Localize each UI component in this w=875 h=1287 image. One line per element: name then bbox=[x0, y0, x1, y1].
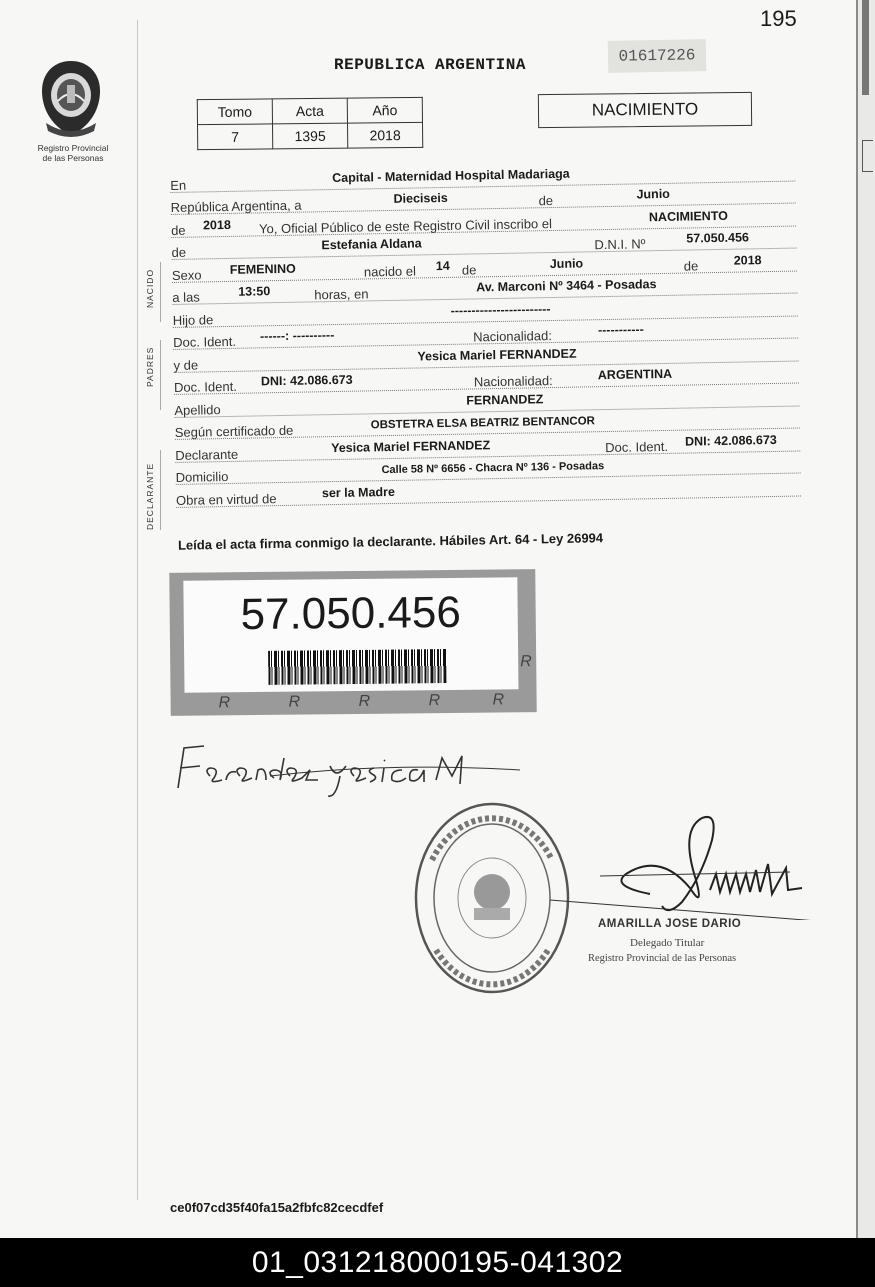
dni-stamp bbox=[169, 569, 536, 716]
edge-bracket bbox=[862, 140, 873, 172]
record-type-box: NACIMIENTO bbox=[538, 92, 752, 128]
label-hijo-de: Hijo de bbox=[172, 311, 214, 328]
official-office: Registro Provincial de las Personas bbox=[588, 953, 737, 964]
document-hash: ce0f07cd35f40fa15a2fbfc82cecdfef bbox=[170, 1200, 384, 1215]
value-child-dni: 57.050.456 bbox=[686, 230, 750, 246]
section-divider-declarante bbox=[160, 450, 161, 530]
section-label-nacido: NACIDO bbox=[145, 268, 155, 308]
label-dni: D.N.I. Nº bbox=[594, 236, 646, 253]
logo-caption bbox=[18, 143, 128, 163]
label-en: En bbox=[170, 177, 187, 193]
value-child-name: Estefania Aldana bbox=[321, 236, 422, 253]
section-divider-padres bbox=[160, 340, 161, 410]
file-id-bar: 01_031218000195-041302 bbox=[0, 1238, 875, 1287]
page-edge bbox=[856, 0, 875, 1238]
stamp-letter: R bbox=[358, 692, 371, 710]
value-place: Capital - Maternidad Hospital Madariaga bbox=[332, 166, 570, 185]
label-apellido: Apellido bbox=[174, 401, 221, 418]
stamp-letter: R bbox=[428, 692, 441, 710]
label-republica: República Argentina, a bbox=[170, 197, 302, 215]
label-nacionalidad: Nacionalidad: bbox=[472, 328, 553, 345]
record-table-header bbox=[197, 97, 422, 124]
label-horas: horas, en bbox=[314, 286, 369, 303]
label-de-year: de bbox=[170, 222, 186, 238]
value-surname: FERNANDEZ bbox=[466, 391, 544, 408]
closing-text: Leída el acta firma conmigo la declarante. Hábiles Art. 64 - Ley 26994 bbox=[177, 530, 604, 553]
header-acta: Acta bbox=[272, 98, 347, 124]
value-year: 2018 bbox=[202, 217, 231, 232]
value-sexo: FEMENINO bbox=[229, 261, 296, 277]
header-tomo: Tomo bbox=[197, 99, 272, 125]
logo-caption-line1: Registro Provincial bbox=[37, 143, 109, 153]
section-label-padres: PADRES bbox=[145, 346, 155, 387]
label-nacionalidad-mother: Nacionalidad: bbox=[473, 373, 553, 390]
label-obra: Obra en virtud de bbox=[175, 490, 277, 508]
value-time: 13:50 bbox=[238, 284, 271, 299]
barcode bbox=[268, 649, 446, 685]
label-domicilio: Domicilio bbox=[175, 468, 229, 485]
value-father-nat: ----------- bbox=[597, 322, 644, 338]
label-doc-ident-mother: Doc. Ident. bbox=[173, 378, 237, 395]
label-official: Yo, Oficial Público de este Registro Civil inscribo el bbox=[258, 215, 553, 236]
dni-stamp-number: 57.050.456 bbox=[240, 587, 462, 640]
label-de-month: de bbox=[538, 192, 554, 209]
value-birth-year: 2018 bbox=[733, 252, 762, 268]
value-declarante: Yesica Mariel FERNANDEZ bbox=[330, 437, 491, 455]
label-de-birth-month: de bbox=[461, 261, 477, 278]
dni-stamp-inner bbox=[183, 577, 518, 692]
value-certificado: OBSTETRA ELSA BEATRIZ BENTANCOR bbox=[370, 415, 596, 432]
label-doc-ident: Doc. Ident. bbox=[173, 333, 237, 350]
value-month: Junio bbox=[636, 186, 670, 202]
official-signature bbox=[540, 810, 835, 920]
record-table-values bbox=[198, 122, 423, 149]
label-de-birth-year: de bbox=[683, 257, 699, 274]
label-a-las: a las bbox=[172, 289, 200, 305]
value-domicilio: Calle 58 Nº 6656 - Chacra Nº 136 - Posadas bbox=[381, 460, 605, 477]
label-segun: Según certificado de bbox=[174, 422, 294, 440]
value-mother-nat: ARGENTINA bbox=[597, 366, 673, 383]
label-declarante: Declarante bbox=[175, 446, 239, 463]
label-nacido-el: nacido el bbox=[363, 263, 417, 279]
value-mother-doc: DNI: 42.086.673 bbox=[260, 372, 353, 389]
serial-number: 01617226 bbox=[608, 39, 707, 73]
value-birth-place: Av. Marconi Nº 3464 - Posadas bbox=[476, 277, 657, 295]
page-number: 195 bbox=[760, 6, 797, 31]
value-obra: ser la Madre bbox=[321, 484, 396, 500]
handwritten-signature bbox=[170, 740, 540, 800]
value-father-doc: ------: ---------- bbox=[259, 328, 335, 344]
margin-line bbox=[137, 20, 138, 1200]
value-birth-day: 14 bbox=[435, 258, 450, 273]
label-sexo: Sexo bbox=[171, 266, 202, 283]
value-inscription: NACIMIENTO bbox=[648, 208, 728, 224]
label-doc-ident-declarante: Doc. Ident. bbox=[605, 438, 669, 455]
stamp-letter: R bbox=[520, 653, 532, 671]
record-table bbox=[197, 97, 424, 150]
official-name: AMARILLA JOSE DARIO bbox=[598, 918, 742, 930]
value-day: Dieciseis bbox=[393, 190, 448, 206]
provincial-seal-icon bbox=[36, 57, 106, 139]
value-acta: 1395 bbox=[273, 123, 348, 149]
value-mother: Yesica Mariel FERNANDEZ bbox=[417, 346, 577, 363]
label-de-name: de bbox=[171, 244, 187, 260]
stamp-letter: R bbox=[288, 693, 301, 711]
document-title: REPUBLICA ARGENTINA bbox=[334, 56, 526, 74]
label-y-de: y de bbox=[173, 357, 199, 373]
value-father: ------------------------ bbox=[450, 301, 551, 318]
value-birth-month: Junio bbox=[549, 255, 584, 271]
section-label-declarante: DECLARANTE bbox=[145, 462, 155, 530]
value-tomo: 7 bbox=[198, 124, 273, 150]
logo-caption-line2: de las Personas bbox=[42, 153, 104, 163]
value-declarante-doc: DNI: 42.086.673 bbox=[684, 432, 777, 449]
header-ano: Año bbox=[347, 97, 422, 123]
value-ano: 2018 bbox=[347, 122, 422, 148]
stamp-letter: R bbox=[492, 691, 505, 709]
act-form bbox=[170, 159, 801, 508]
edge-mark bbox=[862, 0, 869, 95]
official-title: Delegado Titular bbox=[630, 937, 705, 949]
section-divider-nacido bbox=[160, 262, 161, 322]
stamp-letter: R bbox=[218, 694, 231, 712]
